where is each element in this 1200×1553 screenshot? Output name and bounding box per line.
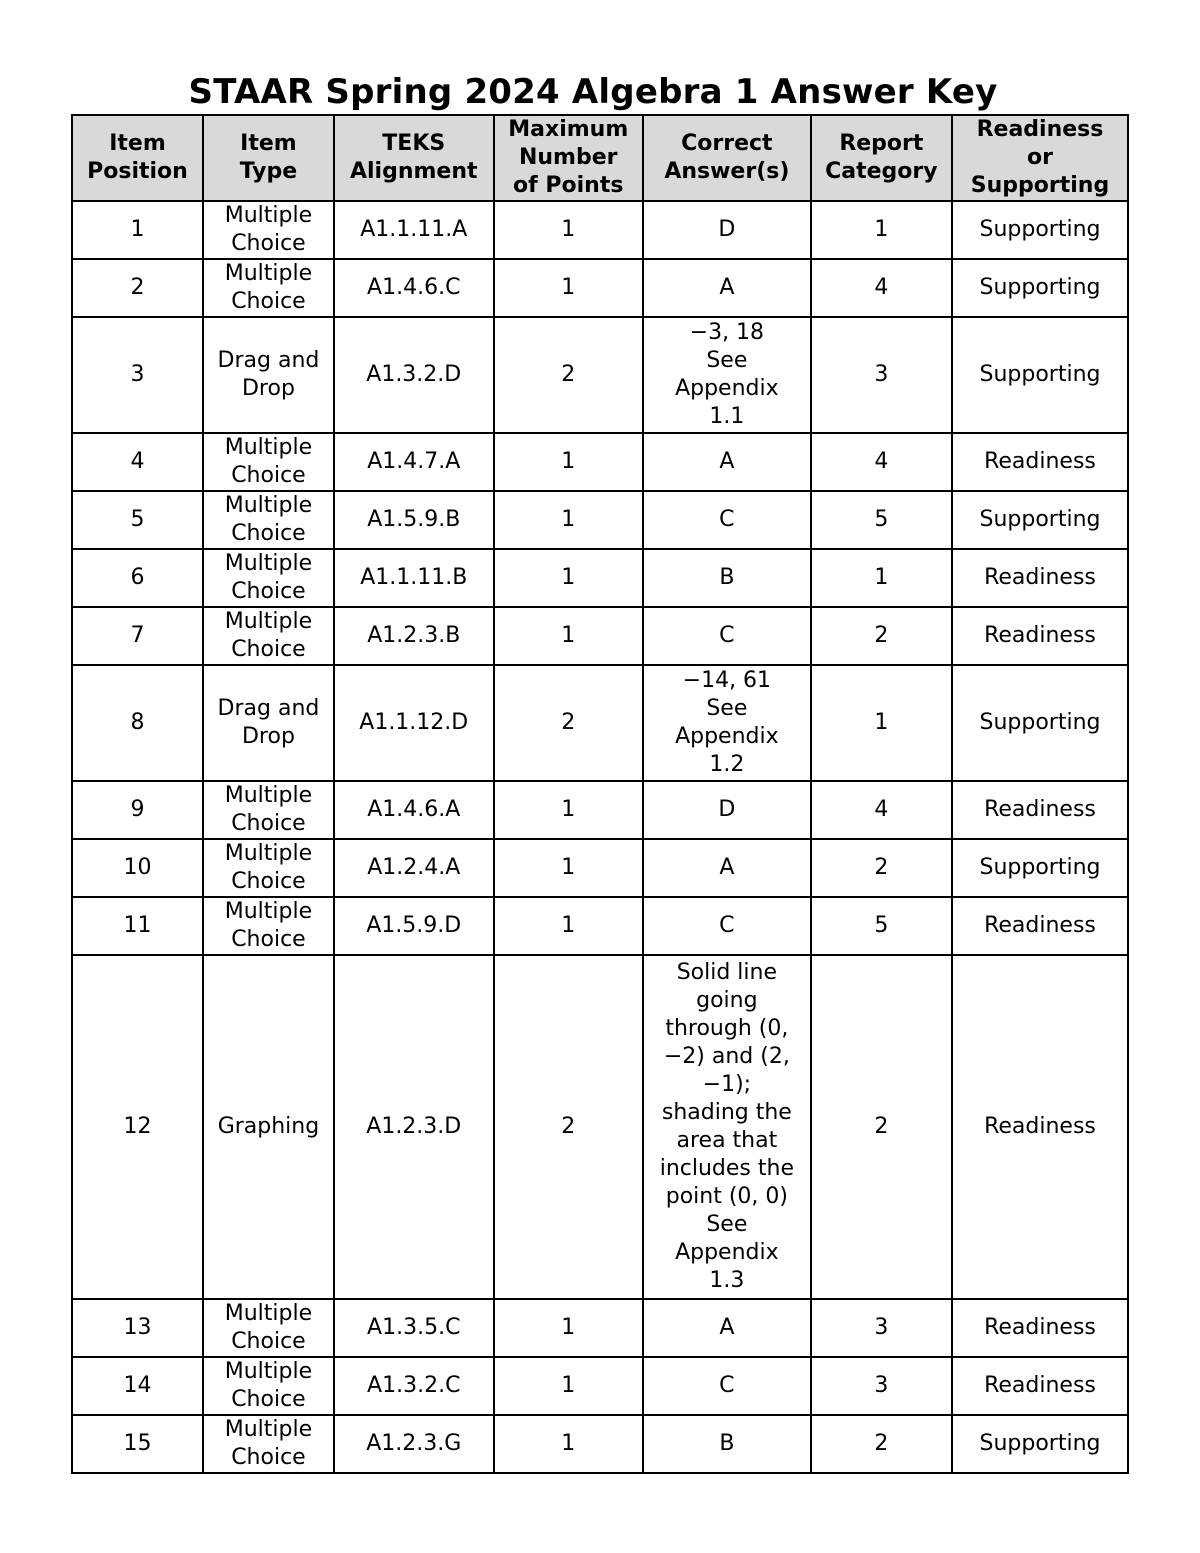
header-correct-answers: Correct Answer(s) xyxy=(643,115,811,201)
table-row xyxy=(72,201,1128,259)
header-item-position: Item Position xyxy=(72,115,203,201)
cell-correct-answer: −14, 61 See Appendix 1.2 xyxy=(643,665,811,781)
cell-item-type: Multiple Choice xyxy=(203,433,334,491)
cell-teks-alignment: A1.4.6.A xyxy=(334,781,494,839)
cell-report-category: 4 xyxy=(811,433,952,491)
cell-report-category: 2 xyxy=(811,955,952,1299)
cell-item-position: 1 xyxy=(72,201,203,259)
cell-item-type: Multiple Choice xyxy=(203,897,334,955)
cell-readiness-supporting: Supporting xyxy=(952,839,1128,897)
cell-correct-answer: B xyxy=(643,549,811,607)
page-title: STAAR Spring 2024 Algebra 1 Answer Key xyxy=(188,72,998,112)
cell-item-position: 15 xyxy=(72,1415,203,1473)
table-row xyxy=(72,317,1128,433)
cell-item-type: Multiple Choice xyxy=(203,1357,334,1415)
cell-teks-alignment: A1.1.12.D xyxy=(334,665,494,781)
cell-readiness-supporting: Readiness xyxy=(952,955,1128,1299)
cell-teks-alignment: A1.4.6.C xyxy=(334,259,494,317)
cell-correct-answer: C xyxy=(643,607,811,665)
cell-correct-answer: A xyxy=(643,839,811,897)
header-teks-alignment: TEKS Alignment xyxy=(334,115,494,201)
cell-item-position: 3 xyxy=(72,317,203,433)
cell-report-category: 3 xyxy=(811,1357,952,1415)
cell-correct-answer: D xyxy=(643,781,811,839)
cell-max-points: 2 xyxy=(494,317,643,433)
header-maximum-points: Maximum Number of Points xyxy=(494,115,643,201)
cell-report-category: 1 xyxy=(811,201,952,259)
header-item-type: Item Type xyxy=(203,115,334,201)
cell-item-position: 10 xyxy=(72,839,203,897)
cell-correct-answer: −3, 18 See Appendix 1.1 xyxy=(643,317,811,433)
cell-teks-alignment: A1.3.2.D xyxy=(334,317,494,433)
cell-item-type: Multiple Choice xyxy=(203,1415,334,1473)
cell-correct-answer: Solid line going through (0, −2) and (2, −1); shading the area that includes the point (0, 0) See Appendix 1.3 xyxy=(643,955,811,1299)
table-body xyxy=(72,201,1128,1473)
cell-max-points: 1 xyxy=(494,839,643,897)
cell-report-category: 5 xyxy=(811,897,952,955)
cell-max-points: 1 xyxy=(494,781,643,839)
cell-correct-answer: C xyxy=(643,1357,811,1415)
cell-teks-alignment: A1.1.11.B xyxy=(334,549,494,607)
table-row xyxy=(72,433,1128,491)
cell-teks-alignment: A1.4.7.A xyxy=(334,433,494,491)
cell-item-position: 4 xyxy=(72,433,203,491)
cell-readiness-supporting: Supporting xyxy=(952,201,1128,259)
cell-item-position: 11 xyxy=(72,897,203,955)
cell-item-position: 8 xyxy=(72,665,203,781)
cell-correct-answer: A xyxy=(643,1299,811,1357)
cell-readiness-supporting: Supporting xyxy=(952,259,1128,317)
cell-teks-alignment: A1.2.4.A xyxy=(334,839,494,897)
cell-item-type: Multiple Choice xyxy=(203,201,334,259)
table-row xyxy=(72,1299,1128,1357)
table-row xyxy=(72,607,1128,665)
cell-correct-answer: B xyxy=(643,1415,811,1473)
cell-correct-answer: A xyxy=(643,433,811,491)
cell-correct-answer: D xyxy=(643,201,811,259)
table-row xyxy=(72,665,1128,781)
cell-report-category: 2 xyxy=(811,839,952,897)
cell-teks-alignment: A1.2.3.B xyxy=(334,607,494,665)
cell-teks-alignment: A1.1.11.A xyxy=(334,201,494,259)
table-row xyxy=(72,549,1128,607)
cell-max-points: 1 xyxy=(494,433,643,491)
cell-readiness-supporting: Readiness xyxy=(952,433,1128,491)
cell-max-points: 1 xyxy=(494,1357,643,1415)
cell-item-position: 2 xyxy=(72,259,203,317)
table-row xyxy=(72,1415,1128,1473)
cell-item-type: Multiple Choice xyxy=(203,549,334,607)
cell-teks-alignment: A1.5.9.D xyxy=(334,897,494,955)
cell-item-type: Multiple Choice xyxy=(203,839,334,897)
answer-key-table xyxy=(71,114,1129,1474)
cell-max-points: 1 xyxy=(494,491,643,549)
cell-report-category: 3 xyxy=(811,317,952,433)
cell-item-position: 13 xyxy=(72,1299,203,1357)
cell-item-type: Graphing xyxy=(203,955,334,1299)
cell-item-type: Multiple Choice xyxy=(203,607,334,665)
cell-report-category: 5 xyxy=(811,491,952,549)
header-report-category: Report Category xyxy=(811,115,952,201)
cell-report-category: 2 xyxy=(811,1415,952,1473)
cell-max-points: 1 xyxy=(494,549,643,607)
cell-report-category: 2 xyxy=(811,607,952,665)
cell-max-points: 1 xyxy=(494,259,643,317)
cell-item-type: Multiple Choice xyxy=(203,259,334,317)
cell-readiness-supporting: Readiness xyxy=(952,1357,1128,1415)
cell-readiness-supporting: Supporting xyxy=(952,1415,1128,1473)
cell-report-category: 4 xyxy=(811,259,952,317)
cell-teks-alignment: A1.2.3.G xyxy=(334,1415,494,1473)
cell-item-position: 7 xyxy=(72,607,203,665)
cell-readiness-supporting: Readiness xyxy=(952,897,1128,955)
cell-report-category: 1 xyxy=(811,549,952,607)
cell-correct-answer: C xyxy=(643,491,811,549)
header-readiness-supporting: Readiness or Supporting xyxy=(952,115,1128,201)
cell-readiness-supporting: Supporting xyxy=(952,491,1128,549)
cell-readiness-supporting: Readiness xyxy=(952,1299,1128,1357)
cell-item-position: 14 xyxy=(72,1357,203,1415)
table-row xyxy=(72,491,1128,549)
cell-max-points: 2 xyxy=(494,955,643,1299)
table-header-row xyxy=(72,115,1128,201)
cell-max-points: 1 xyxy=(494,607,643,665)
cell-correct-answer: A xyxy=(643,259,811,317)
cell-item-type: Multiple Choice xyxy=(203,781,334,839)
table-row xyxy=(72,259,1128,317)
cell-item-type: Multiple Choice xyxy=(203,491,334,549)
table-row xyxy=(72,839,1128,897)
cell-item-position: 12 xyxy=(72,955,203,1299)
cell-report-category: 1 xyxy=(811,665,952,781)
cell-readiness-supporting: Readiness xyxy=(952,607,1128,665)
cell-item-position: 9 xyxy=(72,781,203,839)
cell-item-type: Multiple Choice xyxy=(203,1299,334,1357)
cell-readiness-supporting: Supporting xyxy=(952,317,1128,433)
cell-teks-alignment: A1.5.9.B xyxy=(334,491,494,549)
cell-teks-alignment: A1.3.2.C xyxy=(334,1357,494,1415)
cell-report-category: 3 xyxy=(811,1299,952,1357)
table-row xyxy=(72,955,1128,1299)
table-row xyxy=(72,897,1128,955)
cell-item-type: Drag and Drop xyxy=(203,317,334,433)
cell-teks-alignment: A1.3.5.C xyxy=(334,1299,494,1357)
cell-teks-alignment: A1.2.3.D xyxy=(334,955,494,1299)
cell-correct-answer: C xyxy=(643,897,811,955)
cell-max-points: 1 xyxy=(494,1299,643,1357)
cell-max-points: 2 xyxy=(494,665,643,781)
cell-item-position: 5 xyxy=(72,491,203,549)
cell-report-category: 4 xyxy=(811,781,952,839)
table-row xyxy=(72,1357,1128,1415)
cell-readiness-supporting: Supporting xyxy=(952,665,1128,781)
cell-item-type: Drag and Drop xyxy=(203,665,334,781)
cell-item-position: 6 xyxy=(72,549,203,607)
cell-readiness-supporting: Readiness xyxy=(952,781,1128,839)
cell-max-points: 1 xyxy=(494,897,643,955)
cell-max-points: 1 xyxy=(494,1415,643,1473)
table-row xyxy=(72,781,1128,839)
cell-max-points: 1 xyxy=(494,201,643,259)
cell-readiness-supporting: Readiness xyxy=(952,549,1128,607)
